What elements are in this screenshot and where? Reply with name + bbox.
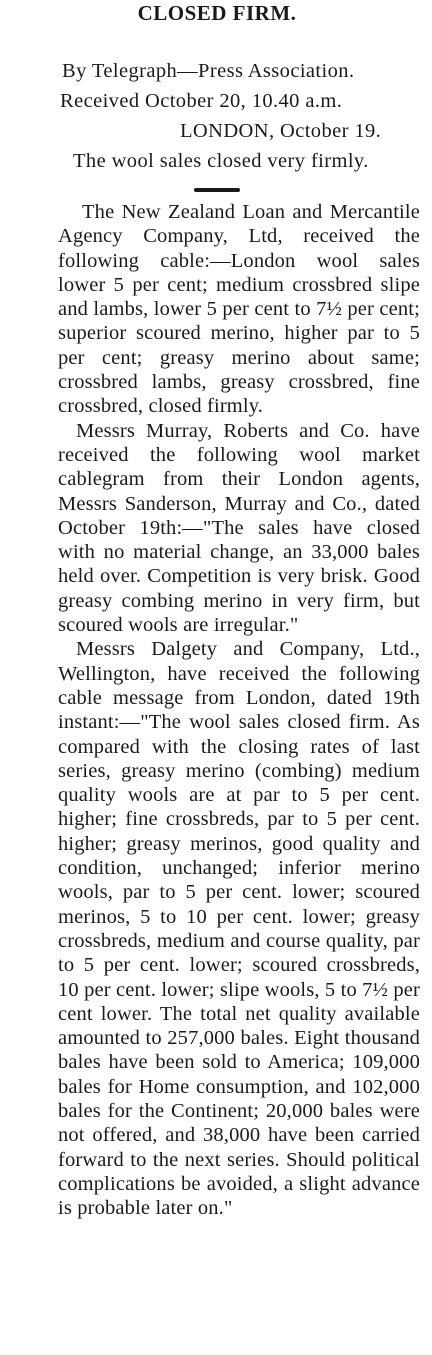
section-divider [194, 188, 240, 192]
paragraph-murray-roberts: Messrs Murray, Roberts and Co. have received the following wool market cablegram from their London agents, Messrs Sanderson, Murray and Co., dated October 19th:—"The sales have closed with no material change, an 33,000 bales held over. Competition is very brisk. Good greasy combing merino in very firm, but scoured wools are irregular." [58, 419, 420, 637]
article-body [10, 200, 424, 1220]
lead-sentence: The wool sales closed very firmly. [73, 150, 369, 172]
dateline-block [10, 56, 424, 176]
received-line: Received October 20, 10.40 a.m. [60, 90, 343, 112]
byline: By Telegraph—Press Association. [62, 60, 355, 82]
dateline: LONDON, October 19. [180, 120, 382, 142]
headline: CLOSED FIRM. [137, 1, 297, 25]
paragraph-nz-loan: The New Zealand Loan and Mercantile Agency Company, Ltd, received the following cable:—London wool sales lower 5 per cent; medium crossbred slipe and lambs, lower 5 per cent to 7½ per cent; superior scoured merino, higher par to 5 per cent; greasy merino about same; crossbred lambs, greasy crossbred, fine crossbred, closed firmly. [58, 201, 420, 418]
paragraph-dalgety: Messrs Dalgety and Company, Ltd., Wellington, have received the following cable message from London, dated 19th instant:—"The wool sales closed firm. As compared with the closing rates of last series, greasy merino (combing) medium quality wools are at par to 5 per cent. higher; fine crossbreds, par to 5 per cent. higher; greasy merinos, good quality and condition, unchanged; inferior merino wools, par to 5 per cent. lower; scoured merinos, 5 to 10 per cent. lower; greasy crossbreds, medium and course quality, par to 5 per cent. lower; scoured crossbreds, 10 per cent. lower; slipe wools, 5 to 7½ per cent lower. The total net quality available amounted to 257,000 bales. Eight thousand bales have been sold to America; 109,000 bales for Home consumption, and 102,000 bales for the Continent; 20,000 bales were not offered, and 38,000 have been carried forward to the next series. Should political complications be avoided, a slight advance is probable later on." [58, 638, 420, 1220]
